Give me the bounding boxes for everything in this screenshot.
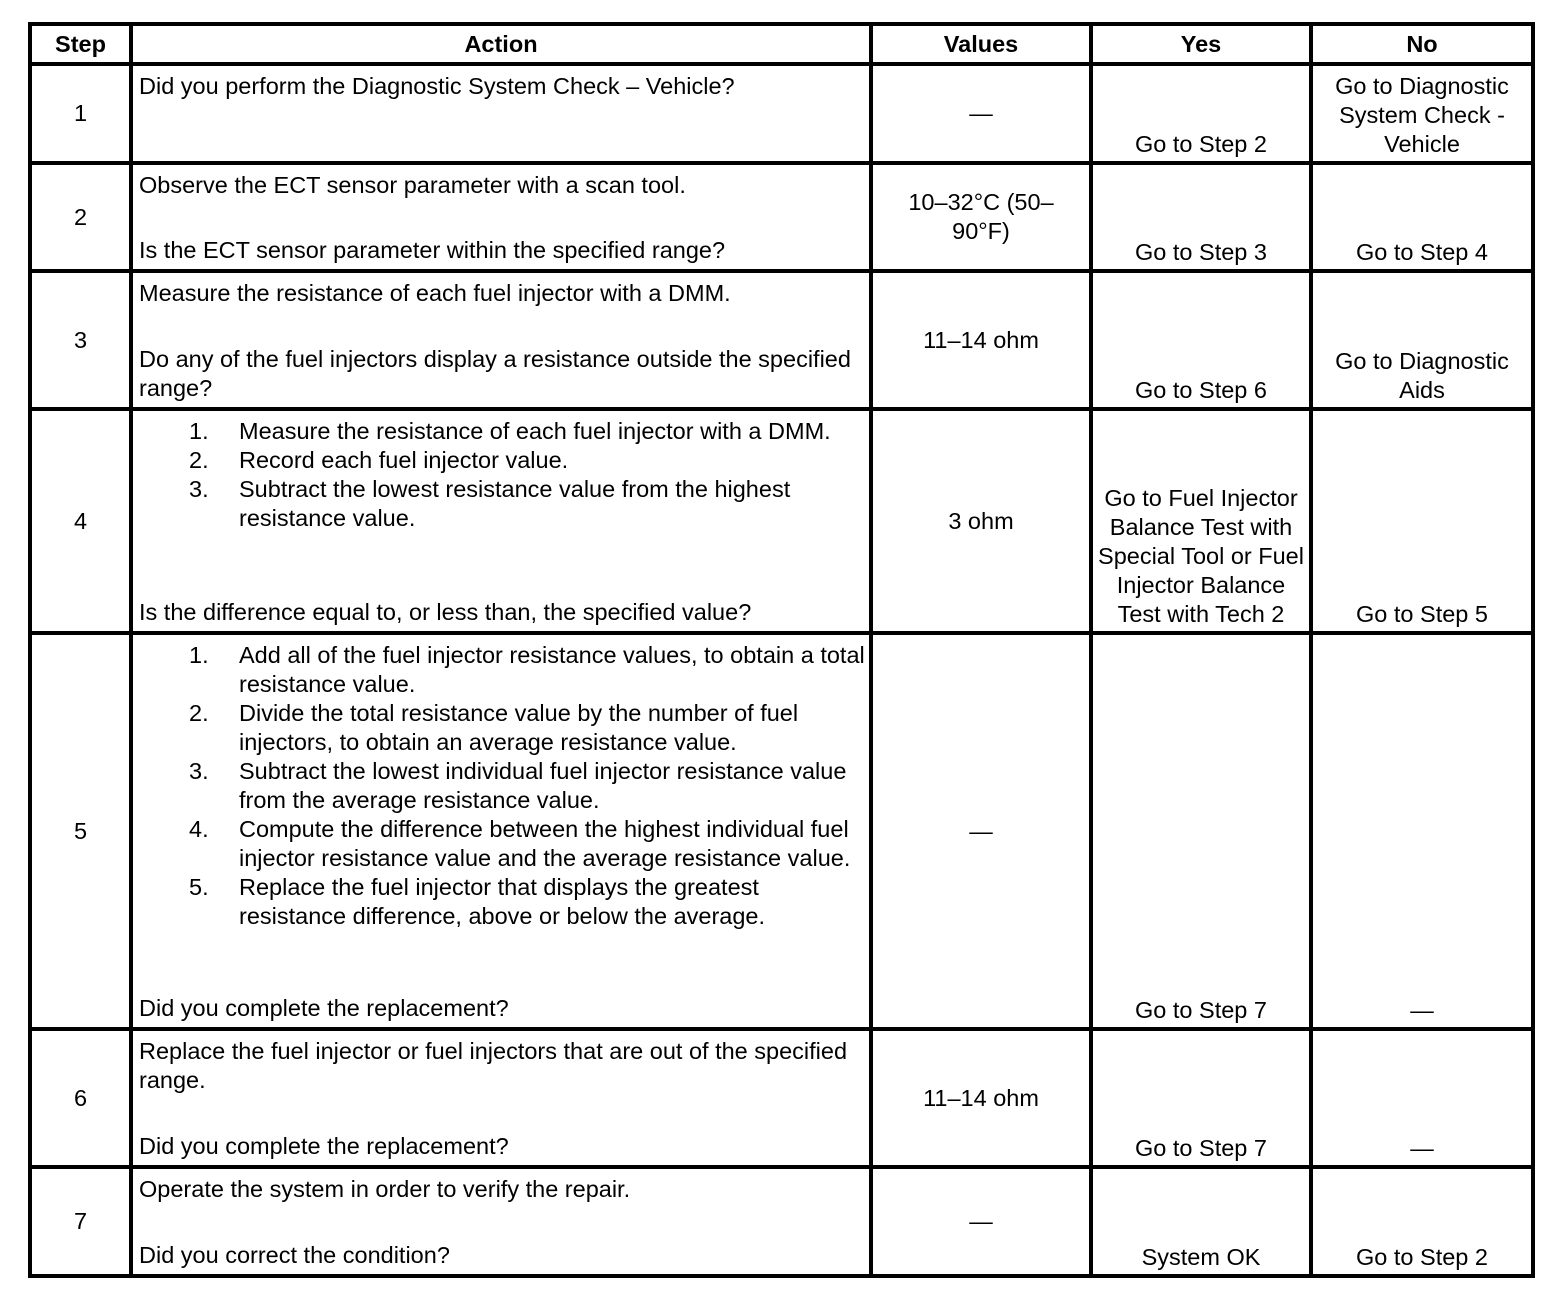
no-cell: Go to Step 2 <box>1311 1167 1533 1276</box>
yes-cell: Go to Fuel Injector Balance Test with Special Tool or Fuel Injector Balance Test with Tech 2 <box>1091 409 1311 633</box>
action-cell <box>131 1167 871 1276</box>
header-row <box>30 24 1533 64</box>
value-cell: — <box>871 633 1091 1029</box>
action-cell <box>131 271 871 409</box>
no-cell: Go to Diagnostic System Check - Vehicle <box>1311 64 1533 163</box>
yes-cell: Go to Step 7 <box>1091 1029 1311 1167</box>
header-yes: Yes <box>1091 24 1311 64</box>
step-number: 5 <box>30 633 131 1029</box>
table-row <box>30 271 1533 409</box>
list-item: 2. Divide the total resistance value by the number of fuel injectors, to obtain an average resistance value. <box>189 700 799 755</box>
value-cell: 3 ohm <box>871 409 1091 633</box>
no-cell: Go to Diagnostic Aids <box>1311 271 1533 409</box>
header-step: Step <box>30 24 131 64</box>
table-row <box>30 633 1533 1029</box>
list-item: 1. Add all of the fuel injector resistance values, to obtain a total resistance value. <box>189 642 865 697</box>
step-number: 4 <box>30 409 131 633</box>
no-cell: Go to Step 5 <box>1311 409 1533 633</box>
action-cell <box>131 64 871 163</box>
value-cell: 11–14 ohm <box>871 271 1091 409</box>
step-number: 3 <box>30 271 131 409</box>
action-text: Did you perform the Diagnostic System Check – Vehicle? <box>139 73 735 99</box>
list-item: 1. Measure the resistance of each fuel injector with a DMM. <box>189 418 831 444</box>
list-item: 5. Replace the fuel injector that displays the greatest resistance difference, above or below the average. <box>189 874 766 929</box>
list-item: 4. Compute the difference between the highest individual fuel injector resistance value and the average resistance value. <box>189 816 851 871</box>
action-cell <box>131 633 871 1029</box>
value-cell: 10–32°C (50–90°F) <box>871 163 1091 271</box>
step-number: 6 <box>30 1029 131 1167</box>
action-cell <box>131 1029 871 1167</box>
table-row <box>30 409 1533 633</box>
no-cell: — <box>1311 1029 1533 1167</box>
step-number: 1 <box>30 64 131 163</box>
no-cell: — <box>1311 633 1533 1029</box>
list-item: 3. Subtract the lowest resistance value from the highest resistance value. <box>189 476 791 531</box>
action-question: Did you complete the replacement? <box>139 1133 509 1159</box>
yes-cell: Go to Step 6 <box>1091 271 1311 409</box>
action-question: Is the ECT sensor parameter within the specified range? <box>139 237 726 263</box>
diagnostic-table <box>28 22 1535 1278</box>
action-text: Operate the system in order to verify the repair. <box>139 1176 631 1202</box>
table-row <box>30 64 1533 163</box>
yes-cell: System OK <box>1091 1167 1311 1276</box>
action-list <box>139 641 865 931</box>
header-action: Action <box>131 24 871 64</box>
action-text: Observe the ECT sensor parameter with a scan tool. <box>139 172 686 198</box>
action-question: Did you complete the replacement? <box>139 995 509 1021</box>
no-cell: Go to Step 4 <box>1311 163 1533 271</box>
action-list <box>139 417 865 533</box>
step-number: 7 <box>30 1167 131 1276</box>
table-row <box>30 1167 1533 1276</box>
action-cell <box>131 409 871 633</box>
step-number: 2 <box>30 163 131 271</box>
header-values: Values <box>871 24 1091 64</box>
action-text: Replace the fuel injector or fuel injectors that are out of the specified range. <box>139 1038 848 1093</box>
yes-cell: Go to Step 2 <box>1091 64 1311 163</box>
value-cell: 11–14 ohm <box>871 1029 1091 1167</box>
action-cell <box>131 163 871 271</box>
action-question: Do any of the fuel injectors display a resistance outside the specified range? <box>139 346 851 401</box>
list-item: 3. Subtract the lowest individual fuel injector resistance value from the average resistance value. <box>189 758 847 813</box>
list-item: 2. Record each fuel injector value. <box>189 447 569 473</box>
header-no: No <box>1311 24 1533 64</box>
table-row <box>30 163 1533 271</box>
table-row <box>30 1029 1533 1167</box>
action-question: Did you correct the condition? <box>139 1242 450 1268</box>
action-question: Is the difference equal to, or less than, the specified value? <box>139 599 752 625</box>
yes-cell: Go to Step 3 <box>1091 163 1311 271</box>
value-cell: — <box>871 1167 1091 1276</box>
yes-cell: Go to Step 7 <box>1091 633 1311 1029</box>
value-cell: — <box>871 64 1091 163</box>
action-text: Measure the resistance of each fuel injector with a DMM. <box>139 280 731 306</box>
